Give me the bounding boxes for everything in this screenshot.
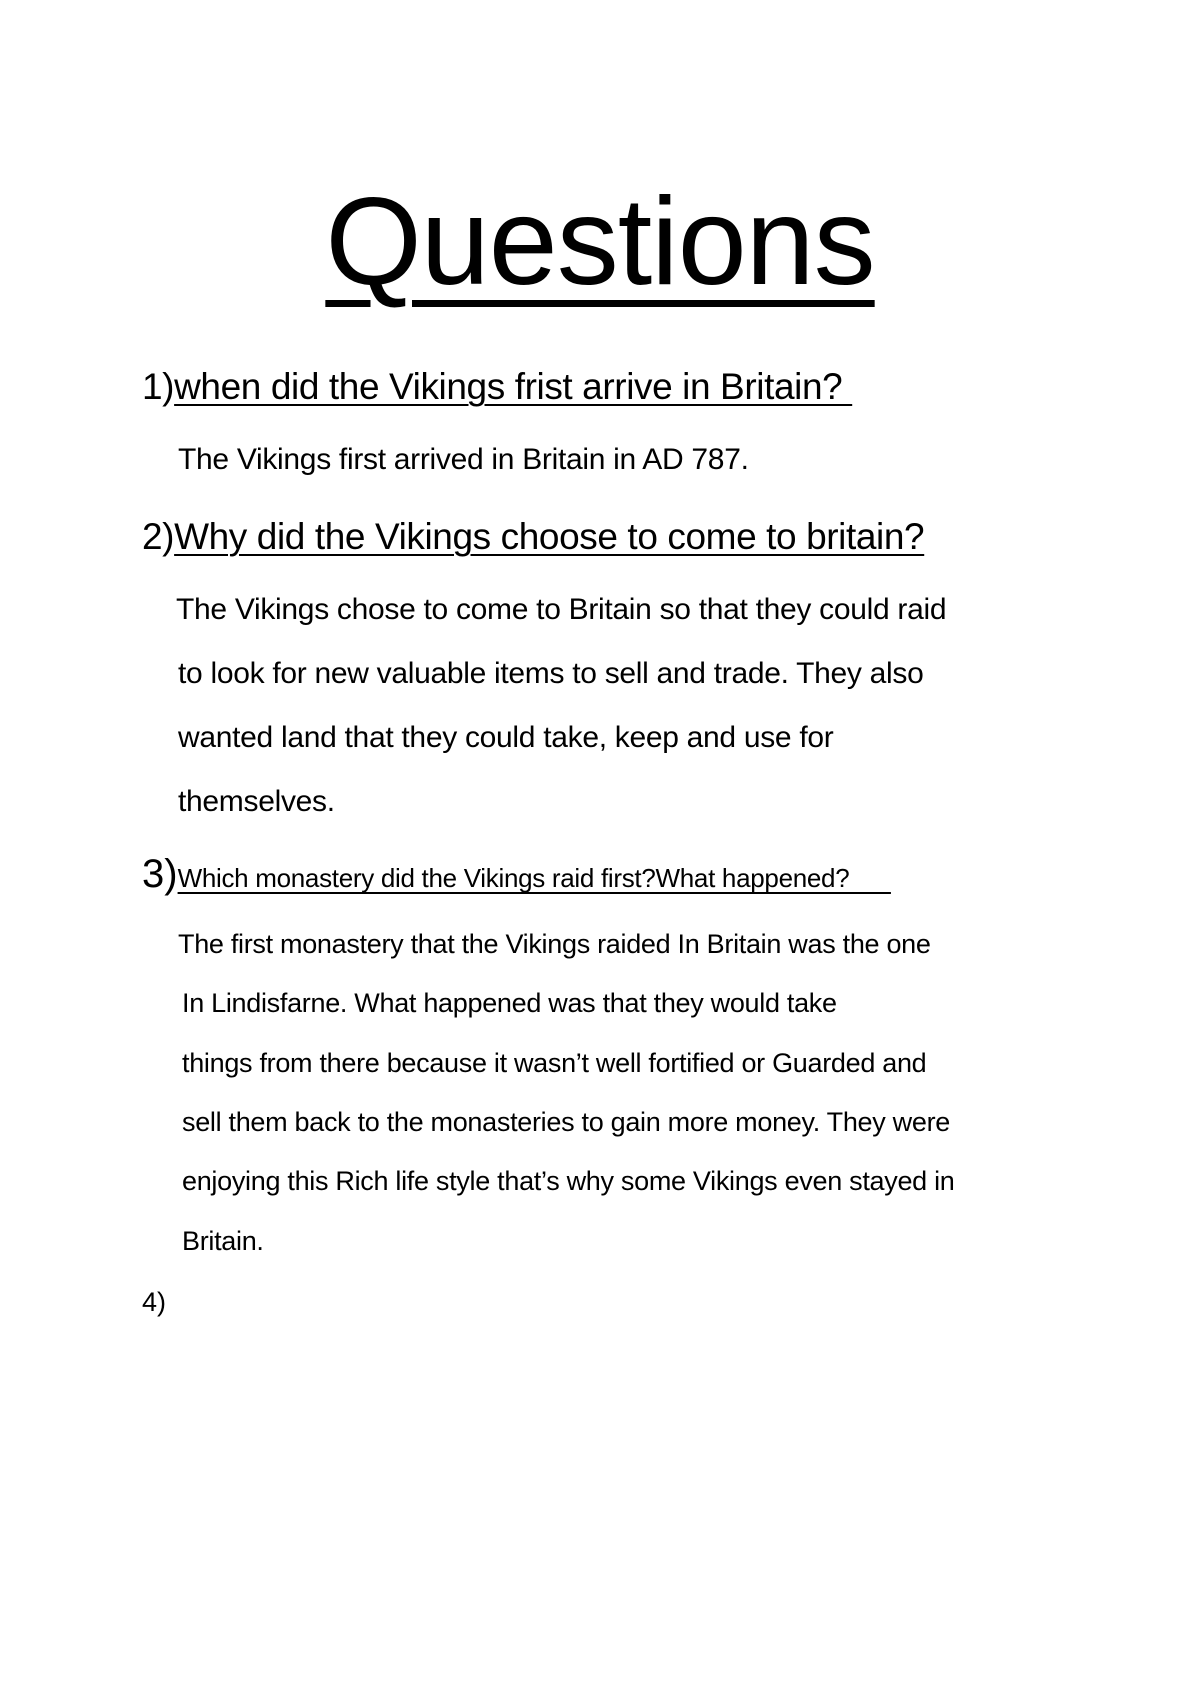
question-1-number: 1) [142,366,175,407]
question-2-text: Why did the Vikings choose to come to britain? [174,516,925,557]
question-4-number: 4) [142,1287,167,1317]
page-title: Questions [325,173,875,311]
answer-2-line-4: themselves. [178,785,335,818]
answer-2-line-3: wanted land that they could take, keep and use for [178,721,834,754]
answer-3-line-6: Britain. [182,1226,264,1256]
answer-3-line-5: enjoying this Rich life style that’s why some Vikings even stayed in [182,1166,955,1196]
answer-3-line-3: things from there because it wasn’t well fortified or Guarded and [182,1048,927,1078]
answer-3-line-4: sell them back to the monasteries to gain more money. They were [182,1107,950,1137]
question-3-text: Which monastery did the Vikings raid first?What happened? [177,863,891,893]
answer-2-line-1: The Vikings chose to come to Britain so that they could raid [176,593,947,626]
question-3-number: 3) [142,852,178,896]
answer-3-line-1: The first monastery that the Vikings raided In Britain was the one [178,929,931,959]
question-2 [142,515,924,559]
question-1-text: when did the Vikings frist arrive in Britain? [174,366,853,407]
answer-3-line-2: In Lindisfarne. What happened was that they would take [182,988,837,1018]
answer-1-line-1: The Vikings first arrived in Britain in AD 787. [178,443,749,476]
answer-2-line-2: to look for new valuable items to sell and trade. They also [178,657,924,690]
question-4 [142,1285,166,1319]
question-2-number: 2) [142,516,175,557]
question-3 [142,852,891,900]
question-1 [142,365,852,409]
